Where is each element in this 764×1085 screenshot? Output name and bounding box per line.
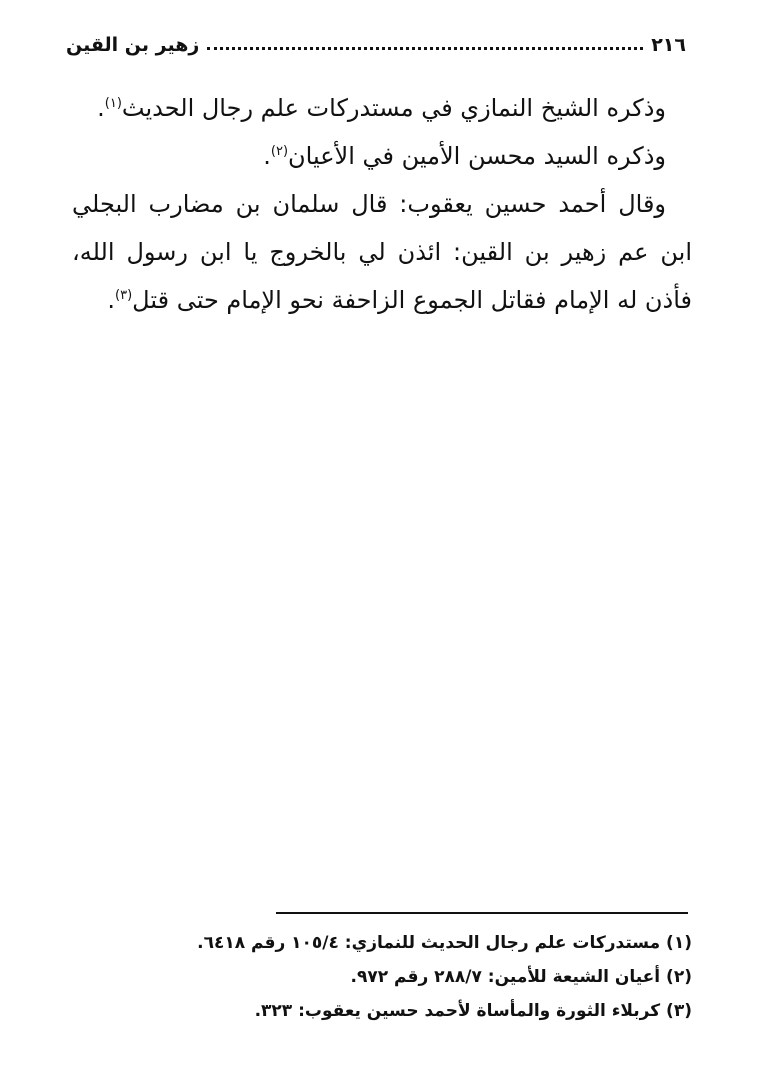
footnote-ref: (٣) [115, 288, 133, 303]
footnotes [160, 926, 692, 1028]
body-text [72, 84, 692, 324]
paragraph-text: وذكره السيد محسن الأمين في الأعيان [288, 142, 666, 170]
footnote-divider [276, 912, 688, 914]
paragraph-end: . [263, 142, 271, 170]
footnote: (١) مستدركات علم رجال الحديث للنمازي: ١٠٥/٤ رقم ٦٤١٨. [197, 933, 692, 953]
paragraph-text: وقال أحمد حسين يعقوب: قال سلمان بن مضارب البجلي ابن عم زهير بن القين: ائذن لي بالخروج يا ابن رسول الله، فأذن له الإمام فقاتل الجموع الزاحفة نحو الإمام حتى قتل [72, 190, 692, 314]
footnote-ref: (١) [104, 96, 122, 111]
dotted-leader [207, 47, 643, 50]
paragraph-end: . [97, 94, 105, 122]
paragraph-end: . [107, 286, 116, 314]
running-header [66, 30, 686, 60]
paragraph-text: وذكره الشيخ النمازي في مستدركات علم رجال الحديث [121, 94, 666, 122]
footnote-ref: (٢) [270, 144, 289, 159]
footnote: (٢) أعيان الشيعة للأمين: ٢٨٨/٧ رقم ٩٧٢. [350, 967, 692, 987]
paragraph [72, 84, 692, 132]
paragraph [72, 180, 692, 324]
footnote: (٣) كربلاء الثورة والمأساة لأحمد حسين يعقوب: ٣٢٣. [254, 1001, 692, 1021]
paragraph [72, 132, 692, 180]
chapter-title: زهير بن القين [66, 34, 200, 56]
page-number: ٢١٦ [651, 34, 686, 56]
